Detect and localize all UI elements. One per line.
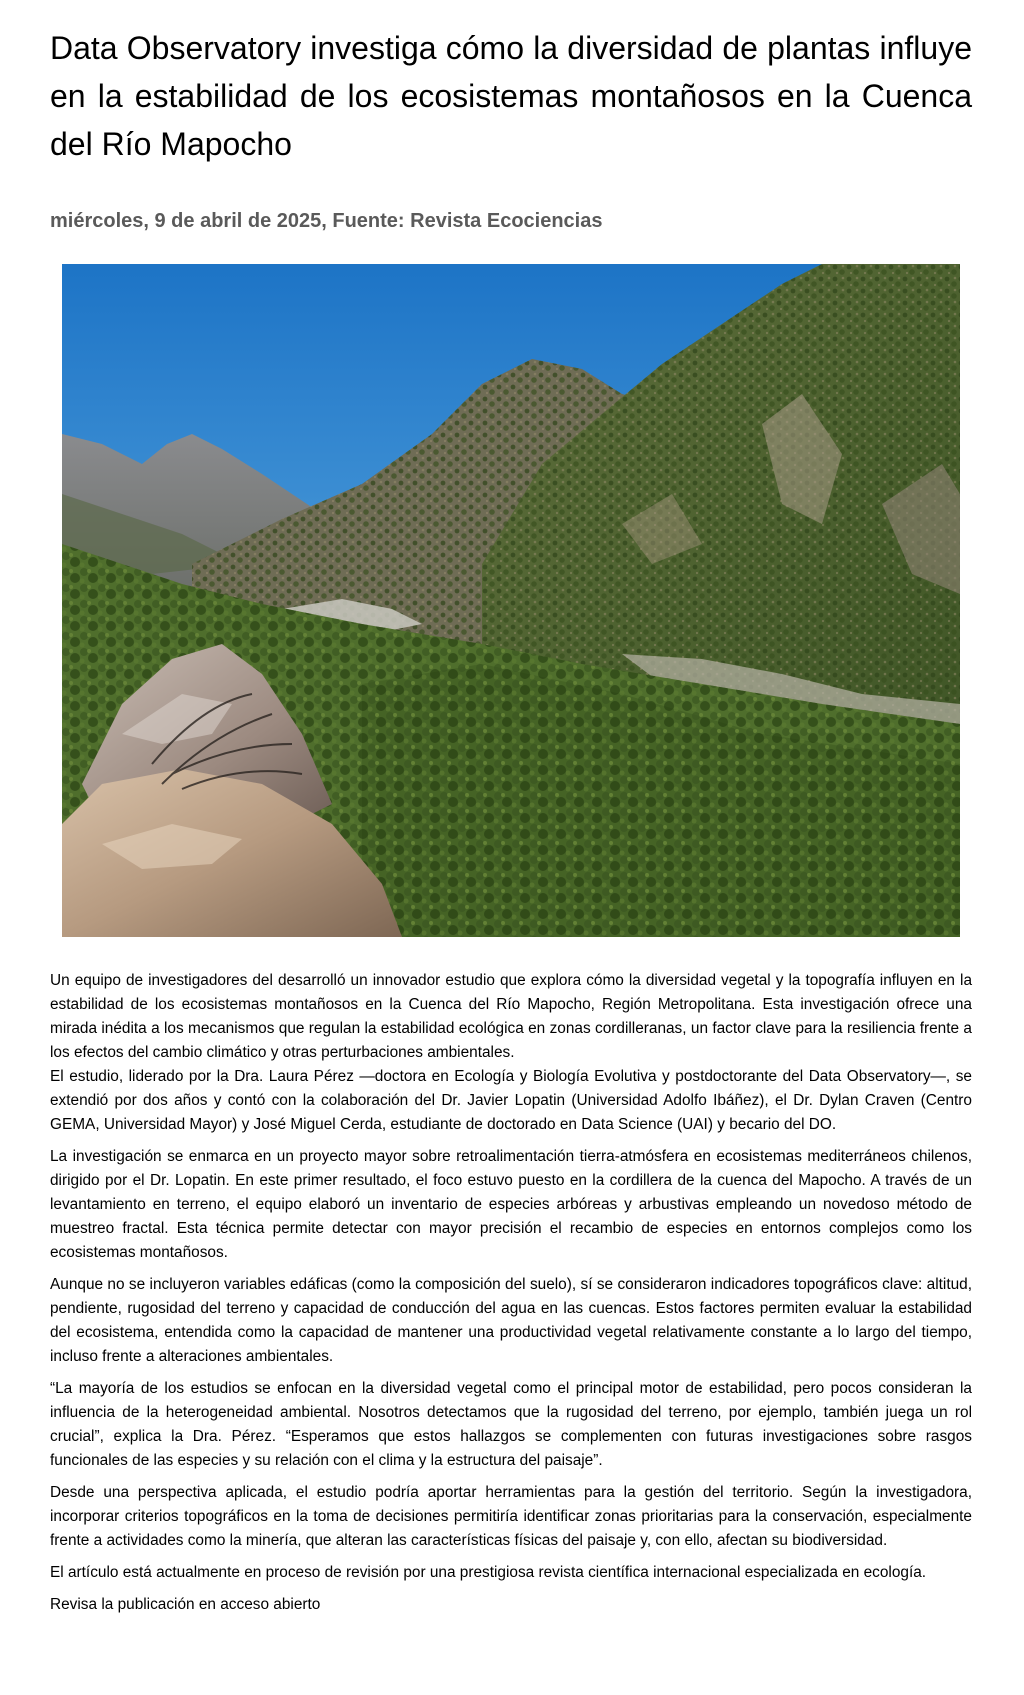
article-title: Data Observatory investiga cómo la diversidad de plantas influye en la estabilidad de los ecosistemas montañosos en la Cuenca del Río Mapocho xyxy=(50,30,972,162)
article-paragraph-1: Un equipo de investigadores del desarrolló un innovador estudio que explora cómo la diversidad vegetal y la topografía influyen en la estabilidad de los ecosistemas montañosos en la Cuenca del Río Mapocho, Región Metropolitana. Esta investigación ofrece una mirada inédita a los mecanismos que regulan la estabilidad ecológica en zonas cordilleranas, un factor clave para la resiliencia frente a los efectos del cambio climático y otras perturbaciones ambientales. xyxy=(50,972,972,1061)
article-photo xyxy=(62,264,960,937)
article-meta: miércoles, 9 de abril de 2025, Fuente: Revista Ecociencias xyxy=(50,210,603,232)
mountain-valley-photo xyxy=(62,264,960,937)
article xyxy=(50,0,972,1625)
article-paragraph-7: El artículo está actualmente en proceso de revisión por una prestigiosa revista científica internacional especializada en ecología. xyxy=(50,1564,927,1581)
article-paragraph-5: “La mayoría de los estudios se enfocan en la diversidad vegetal como el principal motor de estabilidad, pero pocos consideran la influencia de la heterogeneidad ambiental. Nosotros detectamos que la rugosidad del terreno, por ejemplo, también juega un rol crucial”, explica la Dra. Pérez. “Esperamos que estos hallazgos se complementen con futuras investigaciones sobre rasgos funcionales de las especies y su relación con el clima y la estructura del paisaje”. xyxy=(50,1380,972,1469)
article-paragraph-6: Desde una perspectiva aplicada, el estudio podría aportar herramientas para la gestión del territorio. Según la investigadora, incorporar criterios topográficos en la toma de decisiones permitiría identificar zonas prioritarias para la conservación, especialmente frente a actividades como la minería, que alteran las características físicas del paisaje y, con ello, afectan su biodiversidad. xyxy=(50,1484,972,1549)
article-paragraph-2: El estudio, liderado por la Dra. Laura Pérez —doctora en Ecología y Biología Evolutiva y postdoctorante del Data Observatory—, se extendió por dos años y contó con la colaboración del Dr. Javier Lopatin (Universidad Adolfo Ibáñez), el Dr. Dylan Craven (Centro GEMA, Universidad Mayor) y José Miguel Cerda, estudiante de doctorado en Data Science (UAI) y becario del DO. xyxy=(50,1068,972,1133)
article-body xyxy=(50,969,972,1617)
article-paragraph-4: Aunque no se incluyeron variables edáficas (como la composición del suelo), sí se consideraron indicadores topográficos clave: altitud, pendiente, rugosidad del terreno y capacidad de conducción del agua en las cuencas. Estos factores permiten evaluar la estabilidad del ecosistema, entendida como la capacidad de mantener una productividad vegetal relativamente constante a lo largo del tiempo, incluso frente a alteraciones ambientales. xyxy=(50,1276,972,1365)
open-access-link[interactable]: Revisa la publicación en acceso abierto xyxy=(50,1596,321,1613)
article-paragraph-3: La investigación se enmarca en un proyecto mayor sobre retroalimentación tierra-atmósfera en ecosistemas mediterráneos chilenos, dirigido por el Dr. Lopatin. En este primer resultado, el foco estuvo puesto en la cordillera de la cuenca del Mapocho. A través de un levantamiento en terreno, el equipo elaboró un inventario de especies arbóreas y arbustivas empleando un novedoso método de muestreo fractal. Esta técnica permite detectar con mayor precisión el recambio de especies en entornos complejos como los ecosistemas montañosos. xyxy=(50,1148,972,1261)
